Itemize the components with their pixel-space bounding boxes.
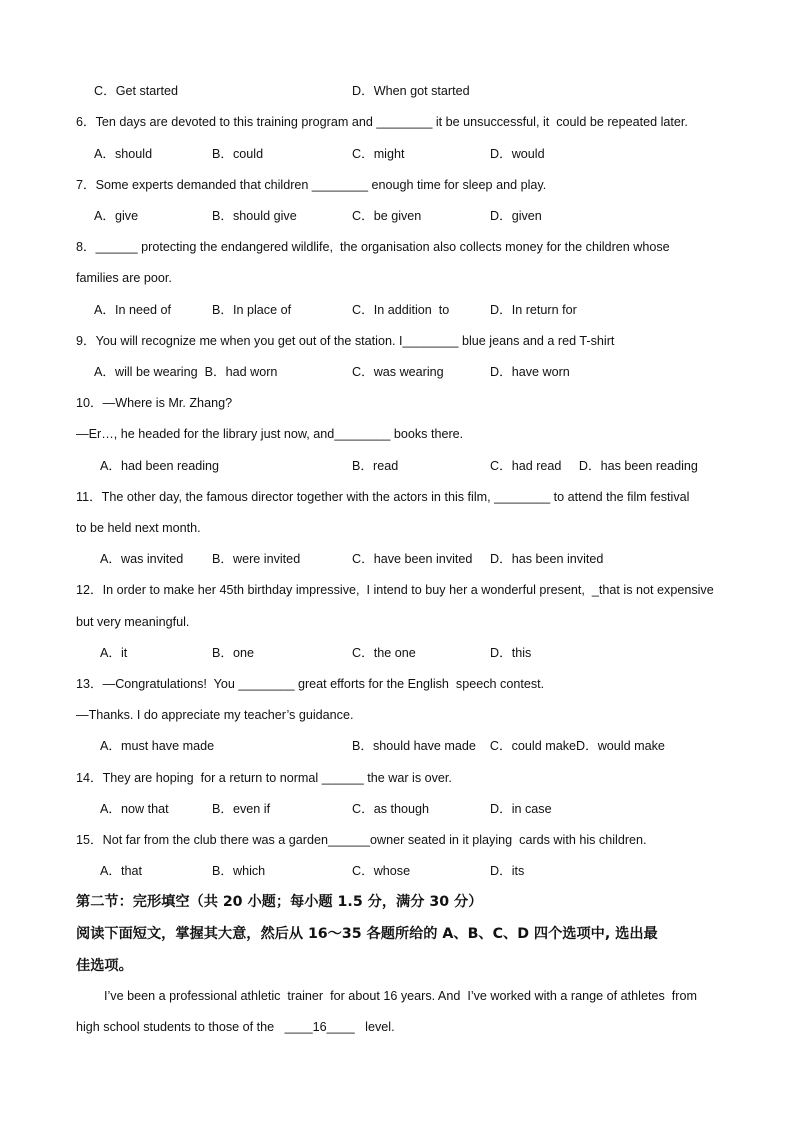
q7-option-b: B．should give <box>212 209 297 223</box>
q10-option-cd: C．had read D．has been reading <box>490 459 698 473</box>
section-heading: 第二节：完形填空（共 20 小题；每小题 1.5 分，满分 30 分） <box>76 894 483 910</box>
q9-option-c: C．was wearing <box>352 365 444 379</box>
q10-stem-cont: —Er…, he headed for the library just now, and________ books there. <box>76 427 464 441</box>
q14-option-c: C．as though <box>352 802 430 816</box>
q11-stem-cont: to be held next month. <box>76 521 201 535</box>
section-instruction: 阅读下面短文，掌握其大意，然后从 16～35 各题所给的 A、B、C、D 四个选项中, 选出最 <box>76 926 658 942</box>
q7-stem: 7．Some experts demanded that children ________ enough time for sleep and play. <box>76 178 547 192</box>
q15-option-d: D．its <box>490 864 525 878</box>
q9-option-ab: A．will be wearing B．had worn <box>94 365 278 379</box>
q6-option-b: B．could <box>212 147 264 161</box>
q11-option-a: A．was invited <box>100 552 184 566</box>
q6-stem: 6．Ten days are devoted to this training program and ________ it be unsuccessful, it could be repeated later. <box>76 115 688 129</box>
q12-option-a: A．it <box>100 646 128 660</box>
q6-option-c: C．might <box>352 147 405 161</box>
q14-option-a: A．now that <box>100 802 169 816</box>
q9-option-d: D．have worn <box>490 365 570 379</box>
q5-option-c: C．Get started <box>94 84 178 98</box>
q15-stem: 15．Not far from the club there was a garden______owner seated in it playing cards with his children. <box>76 833 647 847</box>
q14-option-b: B．even if <box>212 802 271 816</box>
q7-option-a: A．give <box>94 209 139 223</box>
q13-stem-cont: —Thanks. I do appreciate my teacher’s guidance. <box>76 708 354 722</box>
q14-stem: 14．They are hoping for a return to normal ______ the war is over. <box>76 771 452 785</box>
q15-option-b: B．which <box>212 864 266 878</box>
q6-option-d: D．would <box>490 147 545 161</box>
q14-option-d: D．in case <box>490 802 552 816</box>
q8-stem: 8．______ protecting the endangered wildlife, the organisation also collects money for the children whose <box>76 240 670 254</box>
q11-option-d: D．has been invited <box>490 552 604 566</box>
passage-line-2: high school students to those of the ____16____ level. <box>76 1020 395 1034</box>
q15-option-a: A．that <box>100 864 142 878</box>
q13-stem: 13．—Congratulations! You ________ great efforts for the English speech contest. <box>76 677 545 691</box>
q11-option-b: B．were invited <box>212 552 301 566</box>
q8-option-c: C．In addition to <box>352 303 450 317</box>
q12-stem-cont: but very meaningful. <box>76 615 190 629</box>
q15-option-c: C．whose <box>352 864 411 878</box>
q11-option-c: C．have been invited <box>352 552 473 566</box>
q10-option-a: A．had been reading <box>100 459 220 473</box>
q12-option-b: B．one <box>212 646 255 660</box>
q10-stem: 10．—Where is Mr. Zhang? <box>76 396 233 410</box>
q7-option-c: C．be given <box>352 209 422 223</box>
q8-option-b: B．In place of <box>212 303 292 317</box>
q13-option-bcd: B．should have made C．could makeD．would make <box>352 739 665 753</box>
q9-stem: 9．You will recognize me when you get out of the station. I________ blue jeans and a red T-shirt <box>76 334 615 348</box>
q6-option-a: A．should <box>94 147 153 161</box>
q11-stem: 11．The other day, the famous director together with the actors in this film, ________ to attend the film festival <box>76 490 690 504</box>
q8-option-a: A．In need of <box>94 303 172 317</box>
q13-option-a: A．must have made <box>100 739 215 753</box>
q12-option-d: D．this <box>490 646 532 660</box>
q8-stem-cont: families are poor. <box>76 271 172 285</box>
q10-option-b: B．read <box>352 459 399 473</box>
q5-option-d: D．When got started <box>352 84 470 98</box>
q12-stem: 12．In order to make her 45th birthday impressive, I intend to buy her a wonderful present, _that is not expensive <box>76 583 714 597</box>
q8-option-d: D．In return for <box>490 303 577 317</box>
q7-option-d: D．given <box>490 209 542 223</box>
q12-option-c: C．the one <box>352 646 416 660</box>
section-instruction-cont: 佳选项。 <box>76 958 133 974</box>
passage-line-1: I’ve been a professional athletic trainer for about 16 years. And I’ve worked with a range of athletes from <box>104 989 697 1003</box>
